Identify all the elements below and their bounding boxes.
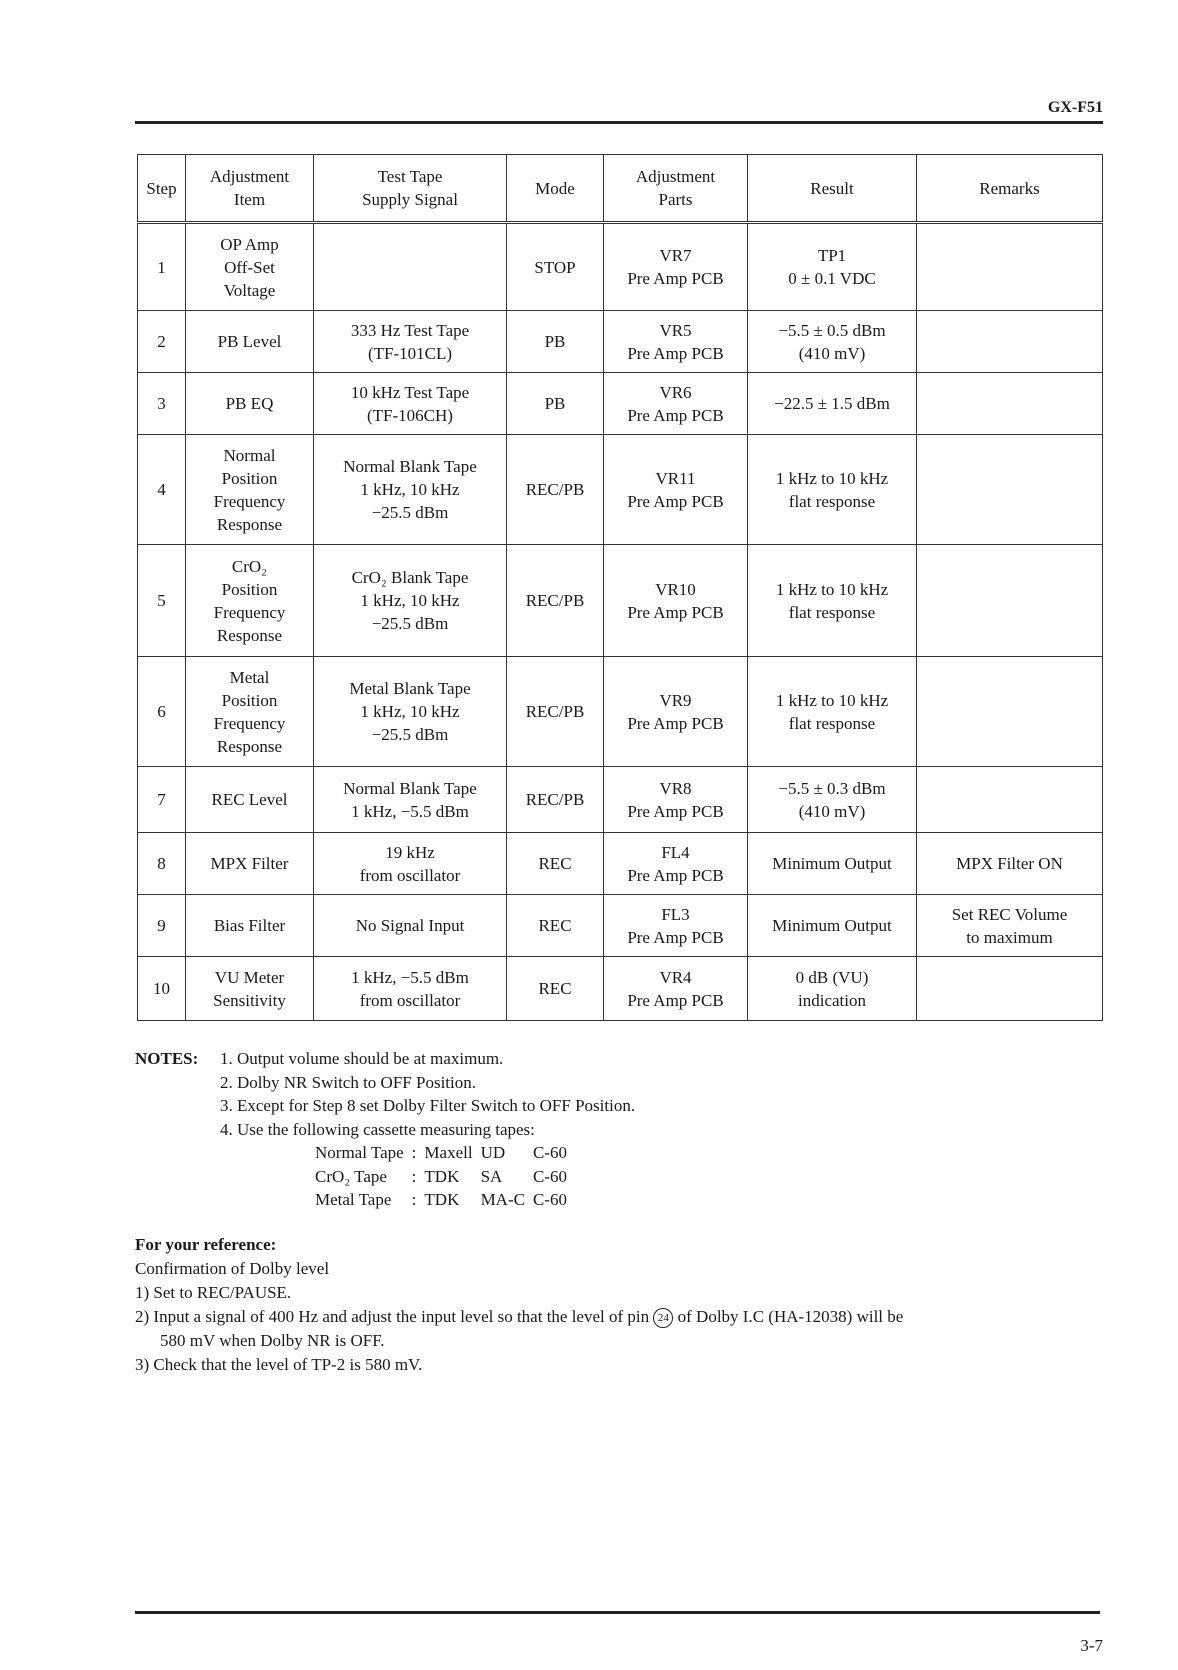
cell-tape: No Signal Input (314, 895, 507, 957)
col-header-result: Result (748, 155, 917, 223)
cell-result: 1 kHz to 10 kHz flat response (748, 435, 917, 545)
cell-result: −5.5 ± 0.3 dBm (410 mV) (748, 767, 917, 833)
tape-length: C-60 (532, 1166, 567, 1186)
cell-remarks (917, 373, 1103, 435)
tape-length: C-60 (532, 1190, 567, 1209)
tape-separator: : (411, 1166, 417, 1186)
reference-step-2-text-cont: of Dolby I.C (HA-12038) will be (677, 1307, 904, 1326)
col-header-step: Step (138, 155, 186, 223)
cell-parts: VR7 Pre Amp PCB (604, 223, 748, 311)
notes-label: NOTES: (135, 1049, 199, 1068)
cell-tape (314, 223, 507, 311)
table-header-row (138, 155, 1103, 223)
reference-step-2-text: 2) Input a signal of 400 Hz and adjust the input level so that the level of pin (135, 1307, 650, 1326)
cell-step: 3 (138, 373, 186, 435)
tape-length: C-60 (532, 1143, 567, 1162)
cell-parts: VR6 Pre Amp PCB (604, 373, 748, 435)
cell-mode: REC/PB (507, 767, 604, 833)
cell-remarks (917, 435, 1103, 545)
cell-result: 1 kHz to 10 kHz flat response (748, 657, 917, 767)
cell-mode: PB (507, 311, 604, 373)
cell-parts: VR4 Pre Amp PCB (604, 957, 748, 1021)
adjustment-table-container (137, 154, 1103, 1021)
col-header-item: Adjustment Item (186, 155, 314, 223)
cell-item: VU Meter Sensitivity (186, 957, 314, 1021)
cell-remarks (917, 767, 1103, 833)
cell-parts: FL3 Pre Amp PCB (604, 895, 748, 957)
cell-tape: 10 kHz Test Tape (TF-106CH) (314, 373, 507, 435)
tape-type: Metal Tape (315, 1190, 392, 1209)
table-row (138, 833, 1103, 895)
cell-mode: REC/PB (507, 435, 604, 545)
cell-tape: Normal Blank Tape 1 kHz, 10 kHz −25.5 dBm (314, 435, 507, 545)
tape-row (315, 1141, 575, 1165)
cell-result: Minimum Output (748, 833, 917, 895)
cell-tape: 333 Hz Test Tape (TF-101CL) (314, 311, 507, 373)
cell-item: PB Level (186, 311, 314, 373)
pin-number-circled: 24 (653, 1308, 673, 1328)
reference-step-2-text-end: 580 mV when Dolby NR is OFF. (160, 1331, 385, 1350)
col-header-tape: Test Tape Supply Signal (314, 155, 507, 223)
cell-mode: PB (507, 373, 604, 435)
reference-section (135, 1233, 1103, 1377)
tape-brand: TDK (424, 1190, 460, 1209)
cell-remarks: MPX Filter ON (917, 833, 1103, 895)
tape-separator: : (411, 1143, 417, 1162)
tape-row (315, 1188, 575, 1212)
cell-step: 1 (138, 223, 186, 311)
tape-brand: Maxell (424, 1143, 473, 1162)
cell-result: −22.5 ± 1.5 dBm (748, 373, 917, 435)
tape-model: UD (480, 1143, 506, 1162)
tape-type: CrO₂ Tape (315, 1166, 387, 1186)
cell-parts: VR9 Pre Amp PCB (604, 657, 748, 767)
cell-remarks (917, 311, 1103, 373)
cell-step: 7 (138, 767, 186, 833)
document-code: GX-F51 (1047, 99, 1103, 116)
cell-tape: Metal Blank Tape 1 kHz, 10 kHz −25.5 dBm (314, 657, 507, 767)
cell-tape: CrO₂ Blank Tape 1 kHz, 10 kHz −25.5 dBm (314, 545, 507, 657)
cell-item: CrO₂ Position Frequency Response (186, 545, 314, 657)
table-row (138, 895, 1103, 957)
tape-model: SA (480, 1166, 503, 1186)
cell-remarks (917, 223, 1103, 311)
cell-result: Minimum Output (748, 895, 917, 957)
notes-list (220, 1047, 780, 1212)
table-row (138, 435, 1103, 545)
tape-type: Normal Tape (315, 1143, 404, 1162)
cell-step: 2 (138, 311, 186, 373)
cell-parts: FL4 Pre Amp PCB (604, 833, 748, 895)
footer-rule (135, 1611, 1100, 1614)
cell-result: 0 dB (VU) indication (748, 957, 917, 1021)
cell-step: 8 (138, 833, 186, 895)
table-row (138, 545, 1103, 657)
cell-remarks (917, 545, 1103, 657)
cell-item: Normal Position Frequency Response (186, 435, 314, 545)
cell-result: TP1 0 ± 0.1 VDC (748, 223, 917, 311)
table-row (138, 767, 1103, 833)
reference-step-1: 1) Set to REC/PAUSE. (135, 1283, 292, 1302)
tape-row (315, 1165, 575, 1189)
cell-mode: STOP (507, 223, 604, 311)
cell-tape: 1 kHz, −5.5 dBm from oscillator (314, 957, 507, 1021)
cell-item: MPX Filter (186, 833, 314, 895)
cell-parts: VR11 Pre Amp PCB (604, 435, 748, 545)
table-row (138, 223, 1103, 311)
cell-step: 9 (138, 895, 186, 957)
cell-step: 5 (138, 545, 186, 657)
adjustment-table (137, 154, 1103, 1021)
reference-step-2 (135, 1305, 1103, 1353)
col-header-parts: Adjustment Parts (604, 155, 748, 223)
cell-step: 10 (138, 957, 186, 1021)
cell-step: 6 (138, 657, 186, 767)
cell-item: REC Level (186, 767, 314, 833)
cell-mode: REC/PB (507, 545, 604, 657)
cell-item: Metal Position Frequency Response (186, 657, 314, 767)
tape-separator: : (411, 1190, 417, 1209)
header-rule (135, 121, 1103, 124)
cell-item: OP Amp Off-Set Voltage (186, 223, 314, 311)
note-item: 1. Output volume should be at maximum. (220, 1049, 504, 1068)
table-row (138, 311, 1103, 373)
cell-item: PB EQ (186, 373, 314, 435)
tape-brand: TDK (424, 1166, 460, 1186)
reference-step-3: 3) Check that the level of TP-2 is 580 mV. (135, 1355, 423, 1374)
cell-remarks: Set REC Volume to maximum (917, 895, 1103, 957)
cell-mode: REC (507, 833, 604, 895)
cell-parts: VR8 Pre Amp PCB (604, 767, 748, 833)
table-row (138, 373, 1103, 435)
cell-result: 1 kHz to 10 kHz flat response (748, 545, 917, 657)
page-number: 3-7 (1080, 1636, 1103, 1655)
note-item: 3. Except for Step 8 set Dolby Filter Switch to OFF Position. (220, 1096, 636, 1115)
cell-tape: Normal Blank Tape 1 kHz, −5.5 dBm (314, 767, 507, 833)
cell-mode: REC/PB (507, 657, 604, 767)
col-header-mode: Mode (507, 155, 604, 223)
cell-mode: REC (507, 957, 604, 1021)
cell-remarks (917, 657, 1103, 767)
cell-step: 4 (138, 435, 186, 545)
measuring-tapes-table (315, 1141, 575, 1212)
table-row (138, 657, 1103, 767)
cell-result: −5.5 ± 0.5 dBm (410 mV) (748, 311, 917, 373)
note-item: 2. Dolby NR Switch to OFF Position. (220, 1072, 476, 1092)
cell-parts: VR10 Pre Amp PCB (604, 545, 748, 657)
cell-tape: 19 kHz from oscillator (314, 833, 507, 895)
note-item: 4. Use the following cassette measuring tapes: (220, 1119, 535, 1139)
table-row (138, 957, 1103, 1021)
col-header-remarks: Remarks (917, 155, 1103, 223)
reference-title: For your reference: (135, 1235, 277, 1254)
cell-item: Bias Filter (186, 895, 314, 957)
cell-remarks (917, 957, 1103, 1021)
cell-mode: REC (507, 895, 604, 957)
cell-parts: VR5 Pre Amp PCB (604, 311, 748, 373)
reference-subtitle: Confirmation of Dolby level (135, 1259, 330, 1278)
tape-model: MA-C (480, 1190, 525, 1209)
